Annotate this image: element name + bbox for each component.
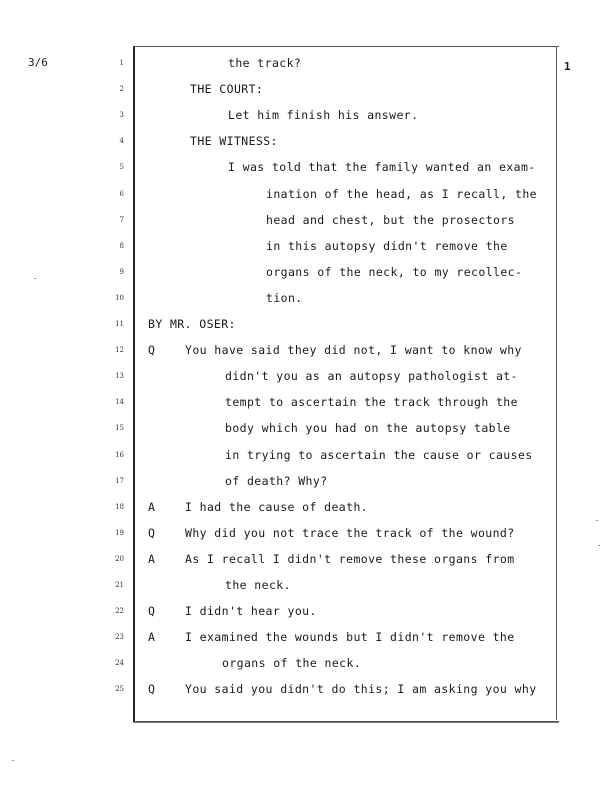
transcript-line [0,316,612,336]
line-text: in trying to ascertain the cause or causes [225,447,533,462]
line-text: As I recall I didn't remove these organs from [185,551,515,566]
transcript-line [0,81,612,101]
line-text: THE COURT: [190,82,264,97]
transcript-line [0,525,612,545]
line-text: body which you had on the autopsy table [225,421,511,436]
line-number: 1 [119,59,124,67]
transcript-line [0,681,612,701]
transcript-line [0,603,612,623]
transcript-line [0,290,612,310]
transcript-line [0,159,612,179]
line-number: 12 [115,346,124,355]
transcript-line [0,107,612,127]
transcript-line [0,447,612,467]
scan-speck [34,278,36,279]
qa-label: A [148,630,155,645]
page-identifier: 3/6 [28,56,48,69]
scan-speck [598,545,600,546]
line-text: of death? Why? [225,473,328,488]
line-number: 4 [119,137,124,146]
transcript-line [0,238,612,258]
transcript-line [0,577,612,597]
line-number: 16 [115,450,124,459]
scan-speck [596,520,598,521]
line-text: You have said they did not, I want to know why [185,343,522,358]
transcript-line [0,264,612,284]
line-text: Let him finish his answer. [228,108,419,123]
line-number: 23 [115,633,124,642]
transcript-line [0,473,612,493]
line-text: BY MR. OSER: [148,317,236,331]
line-text: You said you didn't do this; I am asking you why [185,682,537,697]
line-text: THE WITNESS: [190,134,278,149]
transcript-line [0,342,612,362]
line-text: in this autopsy didn't remove the [266,238,508,253]
transcript-line [0,133,612,153]
line-text: didn't you as an autopsy pathologist at- [225,369,518,384]
line-number: 18 [115,502,124,511]
line-text: tempt to ascertain the track through the [225,395,518,410]
qa-label: Q [148,343,155,358]
frame-bottom-border [133,722,559,723]
line-number: 13 [115,372,124,381]
transcript-line [0,551,612,571]
line-number: 8 [119,241,124,250]
line-number: 14 [115,398,124,407]
qa-label: Q [148,682,155,697]
line-text: I examined the wounds but I didn't remove the [185,630,515,645]
line-text: tion. [266,290,303,305]
line-text: the track? [228,56,302,70]
line-number: 25 [115,685,124,694]
line-number: 10 [115,293,124,302]
line-number: 7 [119,215,124,224]
transcript-line [0,186,612,206]
transcript-line [0,55,612,75]
line-number: 9 [119,267,124,276]
qa-label: Q [148,525,155,540]
line-number: 5 [119,163,124,172]
line-number: 17 [115,476,124,485]
line-text: organs of the neck. [222,656,362,671]
line-text: organs of the neck, to my recollec- [266,264,523,279]
line-number: 21 [115,581,124,589]
line-number: 20 [115,554,124,563]
line-text: ination of the head, as I recall, the [266,186,537,201]
transcript-line [0,629,612,649]
transcript-line [0,420,612,440]
line-number: 22 [115,607,124,616]
line-number: 3 [119,111,124,120]
line-text: I was told that the family wanted an exam- [228,160,536,175]
line-number: 11 [115,320,124,328]
transcript-line [0,499,612,519]
transcript-line [0,394,612,414]
line-text: I had the cause of death. [185,499,369,514]
line-text: I didn't hear you. [185,604,317,619]
line-number: 2 [119,85,124,94]
line-text: Why did you not trace the track of the wound? [185,525,515,540]
line-number: 15 [115,424,124,433]
transcript-line [0,212,612,232]
line-number: 6 [119,189,124,198]
page-number: 1 [564,60,571,73]
line-number: 24 [115,659,124,668]
transcript-line [0,655,612,675]
line-text: head and chest, but the prosectors [266,212,516,227]
scan-speck [12,760,14,761]
line-text: the neck. [225,578,291,592]
qa-label: A [148,551,155,566]
qa-label: Q [148,604,155,619]
qa-label: A [148,499,155,514]
line-number: 19 [115,528,124,537]
transcript-line [0,368,612,388]
